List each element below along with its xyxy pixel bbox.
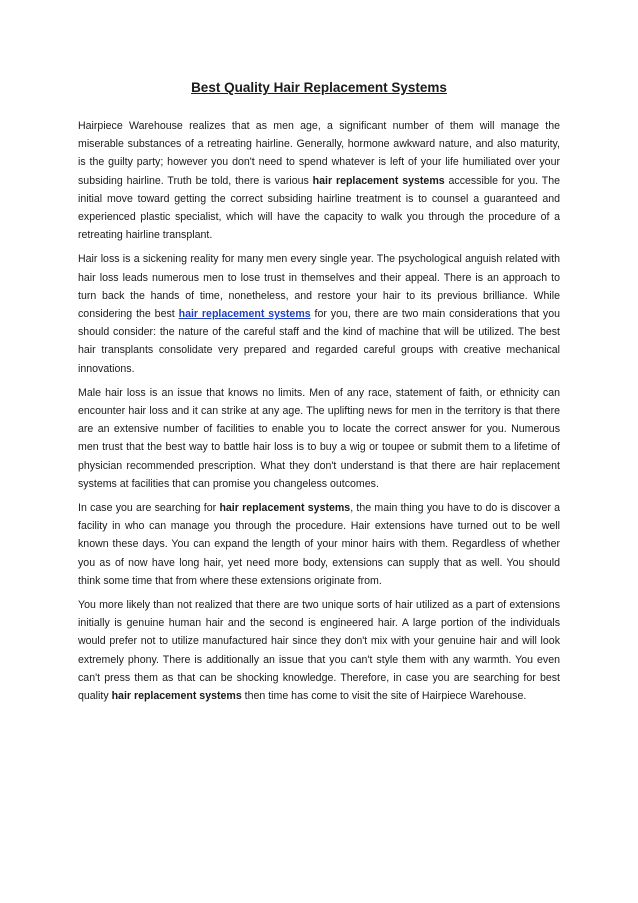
bold-keyword: hair replacement systems xyxy=(312,174,445,187)
paragraph-text: , the main thing you have to do is discover a facility in who can manage you through the procedure. Hair extensions have turned out to be well known these days. You can expand the length of your minor hairs with them. Regardless of whether you as of now have long hair, yet need more body, extensions can supply that as well. You should think some time that from where these extensions originate from. xyxy=(78,502,561,587)
paragraph-text: Hairpiece Warehouse realizes that as men age, a significant number of them will manage the miserable substances of a retreating hairline. Generally, hormone awkward nature, and also maturity, is the guilty party; however you don't need to spend whatever is left of your life humiliated over your subsiding hairline. Truth be told, there is various xyxy=(78,120,560,187)
paragraph-1 xyxy=(78,117,560,244)
paragraph-text: In case you are searching for xyxy=(78,502,220,515)
paragraph-text: You more likely than not realized that there are two unique sorts of hair utilized as a part of extensions initially is genuine human hair and the second is engineered hair. A large portion of the individuals would prefer not to utilize manufactured hair since they don't mix with your genuine hair and will look extremely phony. There is additionally an issue that you can't style them with any warmth. You even can't press them as that can be shocking knowledge. Therefore, in case you are searching for best quality xyxy=(78,599,560,703)
paragraph-5 xyxy=(78,596,560,705)
paragraph-3 xyxy=(78,384,560,493)
paragraph-4 xyxy=(78,499,560,590)
bold-keyword: hair replacement systems xyxy=(219,502,351,515)
paragraph-text: then time has come to visit the site of Hairpiece Warehouse. xyxy=(241,690,527,703)
paragraph-text: for you, there are two main considerations that you should consider: the nature of the careful staff and the kind of machine that will be utilized. The best hair transplants consolidate very prepared and regarded careful groups with creative mechanical innovations. xyxy=(78,308,561,375)
paragraph-text: Hair loss is a sickening reality for many men every single year. The psychological anguish related with hair loss leads numerous men to lose trust in themselves and their appeal. There is an approach to turn back the hands of time, nonetheless, and restore your hair to its previous brilliance. While considering the best xyxy=(78,253,560,321)
hair-replacement-systems-link[interactable]: hair replacement systems xyxy=(178,308,311,321)
bold-keyword: hair replacement systems xyxy=(111,690,242,703)
paragraph-2 xyxy=(78,250,560,377)
paragraph-text: accessible for you. The initial move toward getting the correct subsiding hairline treatment is to counsel a guaranteed and experienced plastic specialist, which will have the capacity to walk you through the procedure of a retreating hairline transplant. xyxy=(78,174,560,242)
paragraph-text: Male hair loss is an issue that knows no limits. Men of any race, statement of faith, or ethnicity can encounter hair loss and it can strike at any age. The uplifting news for men in the territory is that there are an extensive number of facilities to enable you to locate the correct answer for you. Numerous men trust that the best way to battle hair loss is to buy a wig or toupee or submit them to a lifetime of physician recommended prescription. What they don't understand is that there are hair replacement systems at facilities that can promise you changeless outcomes. xyxy=(78,386,560,490)
document-title: Best Quality Hair Replacement Systems xyxy=(191,80,447,95)
